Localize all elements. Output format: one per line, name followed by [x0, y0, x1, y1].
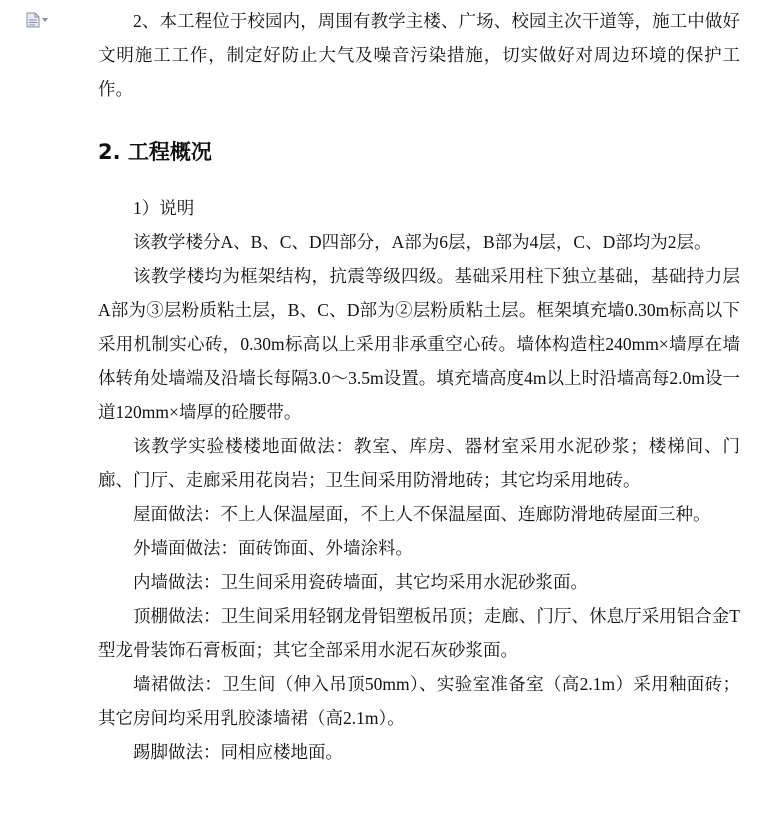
- paragraph-roof: 屋面做法：不上人保温屋面，不上人不保温屋面、连廊防滑地砖屋面三种。: [133, 504, 711, 524]
- paragraph-interior-wall: 内墙做法：卫生间采用瓷砖墙面，其它均采用水泥砂浆面。: [133, 572, 588, 592]
- paragraph-floors: 该教学楼分A、B、C、D四部分，A部为6层，B部为4层，C、D部均为2层。: [133, 232, 712, 252]
- paragraph-item-2: 2、本工程位于校园内，周围有教学主楼、广场、校园主次干道等，施工中做好文明施工工作，制定好防止大气及噪音污染措施，切实做好对周边环境的保护工作。: [98, 11, 740, 99]
- paragraph-structure: 该教学楼均为框架结构，抗震等级四级。基础采用柱下独立基础，基础持力层A部为③层粉质粘土层，B、C、D部为②层粉质粘土层。框架填充墙0.30m标高以下采用机制实心砖，0.30m标高以上采用非承重空心砖。墙体构造柱240mm×墙厚在墙体转角处墙端及沿墙长每隔3.0～3.5m设置。填充墙高度4m以上时沿墙高每2.0m设一道120mm×墙厚的砼腰带。: [98, 266, 740, 422]
- paragraph-floor-finish: 该教学实验楼楼地面做法：教室、库房、器材室采用水泥砂浆；楼梯间、门廊、门厅、走廊采用花岗岩；卫生间采用防滑地砖；其它均采用地砖。: [98, 436, 740, 490]
- paragraph-ceiling: 顶棚做法：卫生间采用轻钢龙骨铝塑板吊顶；走廊、门厅、休息厅采用铝合金T型龙骨装饰石膏板面；其它全部采用水泥石灰砂浆面。: [98, 606, 740, 660]
- page-icon: [26, 12, 40, 28]
- section-heading: 2. 工程概况: [98, 140, 212, 164]
- paragraph-dado: 墙裙做法：卫生间（伸入吊顶50mm）、实验室准备室（高2.1m）采用釉面砖；其它房间均采用乳胶漆墙裙（高2.1m）。: [98, 674, 740, 728]
- paragraph-skirting: 踢脚做法：同相应楼地面。: [133, 742, 343, 762]
- intro-block: [98, 4, 740, 106]
- paragraph-exterior-wall: 外墙面做法：面砖饰面、外墙涂料。: [133, 538, 413, 558]
- document-icon[interactable]: [26, 12, 48, 28]
- section-body: [98, 191, 740, 769]
- chevron-down-icon: [42, 18, 48, 22]
- subheading: 1）说明: [133, 198, 195, 218]
